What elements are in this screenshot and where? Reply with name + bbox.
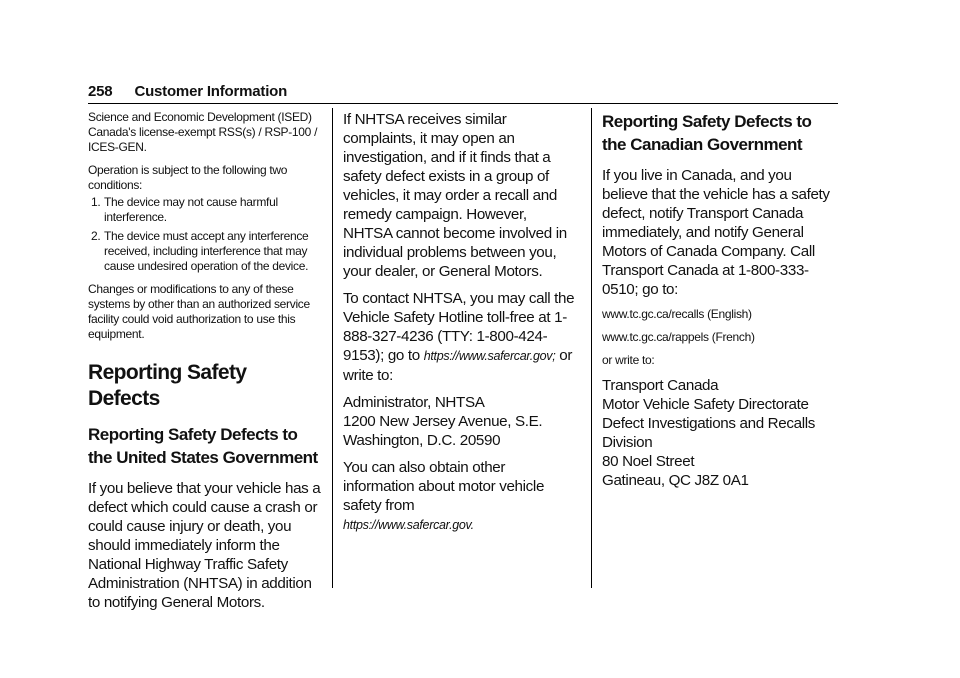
- transport-canada-address: [602, 376, 838, 490]
- conditions-intro: Operation is subject to the following two conditions:: [88, 163, 288, 192]
- canada-subheading: Reporting Safety Defects to the Canadian Government: [602, 112, 812, 154]
- safercar-link-2[interactable]: https://www.safercar.gov.: [343, 518, 474, 532]
- address-line: Washington, D.C. 20590: [343, 432, 501, 449]
- modifications-paragraph: Changes or modifications to any of these systems by other than an authorized service facility could void authorization to use this equipment.: [88, 282, 310, 341]
- us-paragraph: If you believe that your vehicle has a defect which could cause a crash or could cause injury or death, you should immediately inform the National Highway Traffic Safety Administration (NHTSA) in addition to notifying General Motors.: [88, 480, 321, 611]
- canada-paragraph: If you live in Canada, and you believe that the vehicle has a safety defect, notify Transport Canada immediately, and notify General Motors of Canada Company. Call Transport Canada at 1-800-333-0510; go to:: [602, 167, 830, 298]
- ised-paragraph: Science and Economic Development (ISED) Canada's license-exempt RSS(s) / RSP-100 / ICES-GEN.: [88, 110, 318, 154]
- address-line: 1200 New Jersey Avenue, S.E.: [343, 413, 543, 430]
- conditions-list: [88, 195, 322, 274]
- column-1: [88, 110, 322, 612]
- list-item: 1. The device may not cause harmful interference.: [91, 195, 278, 224]
- address-line: Administrator, NHTSA: [343, 394, 485, 411]
- address-line: Gatineau, QC J8Z 0A1: [602, 472, 749, 489]
- recalls-link-english[interactable]: www.tc.gc.ca/recalls (English): [602, 307, 752, 321]
- column-divider-2: [591, 108, 592, 588]
- page-header: [88, 83, 287, 100]
- more-info-paragraph: You can also obtain other information about motor vehicle safety from https://www.safercar.gov.: [343, 459, 545, 532]
- page-number: 258: [88, 83, 113, 100]
- safercar-link[interactable]: https://www.safercar.gov;: [423, 349, 556, 363]
- contact-paragraph: To contact NHTSA, you may call the Vehicle Safety Hotline toll-free at 1-888-327-4236 (TTY: 1-800-424-9153); go to https://www.safercar.gov; or write to:: [343, 290, 575, 384]
- section-title: Customer Information: [134, 83, 288, 100]
- section-heading: Reporting Safety Defects: [88, 361, 247, 410]
- column-2: [343, 110, 579, 535]
- list-item: 2. The device must accept any interference received, including interference that may cause undesired operation of the device.: [91, 229, 309, 273]
- address-line: Defect Investigations and Recalls: [602, 415, 816, 432]
- column-divider-1: [332, 108, 333, 588]
- address-line: Motor Vehicle Safety Directorate: [602, 396, 809, 413]
- recalls-link-french[interactable]: www.tc.gc.ca/rappels (French): [602, 330, 755, 344]
- nhtsa-paragraph: If NHTSA receives similar complaints, it may open an investigation, and if it finds that a safety defect exists in a group of vehicles, it may order a recall and remedy campaign. However, NHTSA cannot become involved in individual problems between you, your dealer, or General Motors.: [343, 111, 567, 280]
- header-rule: [88, 103, 838, 104]
- column-3: [602, 110, 838, 490]
- address-line: Transport Canada: [602, 377, 719, 394]
- write-to-text: or write to:: [602, 353, 655, 367]
- address-line: 80 Noel Street: [602, 453, 695, 470]
- us-subheading: Reporting Safety Defects to the United States Government: [88, 425, 318, 467]
- nhtsa-address: [343, 393, 579, 450]
- address-line: Division: [602, 434, 653, 451]
